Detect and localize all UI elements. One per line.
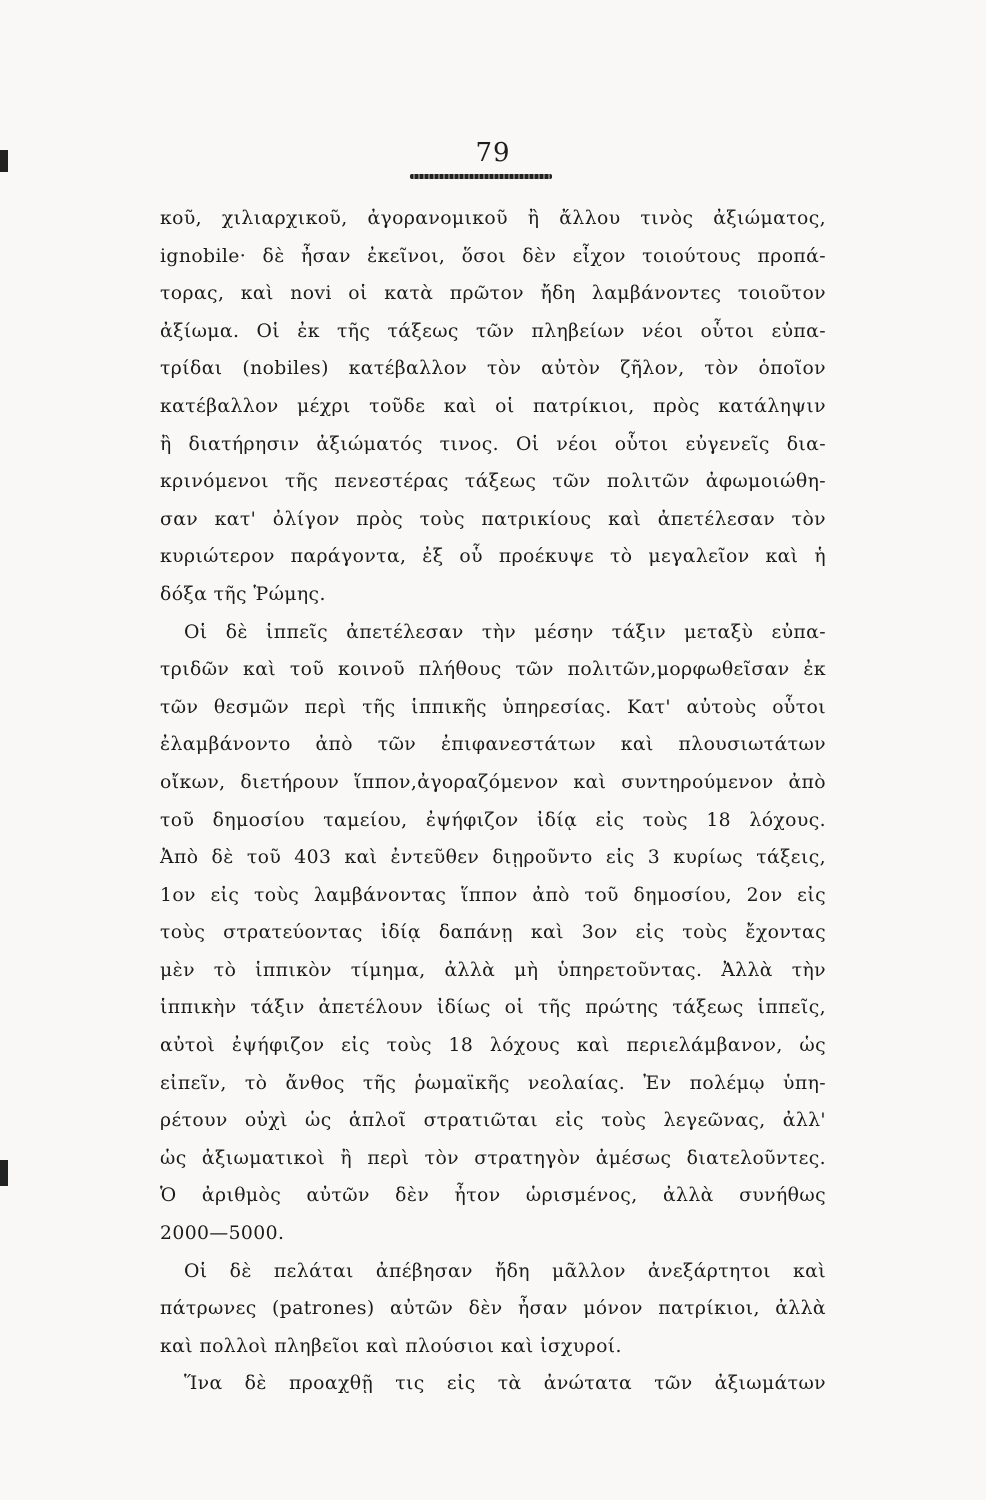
text-line: ἐλαμβάνοντο ἀπὸ τῶν ἐπιφανεστάτων καὶ πλουσιωτάτων [160,734,826,756]
text-line: Ἀπὸ δὲ τοῦ 403 καὶ ἐντεῦθεν διῃροῦντο εἰς 3 κυρίως τάξεις, [160,847,826,869]
text-line: 2000—5000. [160,1223,285,1245]
text-line: τοὺς στρατεύοντας ἰδίᾳ δαπάνῃ καὶ 3ον εἰς τοὺς ἔχοντας [160,922,826,944]
text-line: τριδῶν καὶ τοῦ κοινοῦ πλήθους τῶν πολιτῶν,μορφωθεῖσαν ἐκ [160,659,826,681]
text-line: ἢ διατήρησιν ἀξιώματός τινος. Οἱ νέοι οὗτοι εὐγενεῖς δια- [160,433,826,455]
text-line: κυριώτερον παράγοντα, ἐξ οὗ προέκυψε τὸ μεγαλεῖον καὶ ἡ [160,546,826,568]
page-number: 79 [475,138,511,168]
text-line: τῶν θεσμῶν περὶ τῆς ἱππικῆς ὑπηρεσίας. Κατ' αὐτοὺς οὗτοι [160,696,826,718]
text-line: Ὁ ἀριθμὸς αὐτῶν δὲν ἦτον ὡρισμένος, ἀλλὰ συνήθως [160,1185,826,1207]
text-line: εἰπεῖν, τὸ ἄνθος τῆς ῥωμαϊκῆς νεολαίας. Ἐν πολέμῳ ὑπη- [160,1072,826,1094]
text-line: αὐτοὶ ἐψήφιζον εἰς τοὺς 18 λόχους καὶ περιελάμβανον, ὡς [160,1035,826,1057]
text-line: ἱππικὴν τάξιν ἀπετέλουν ἰδίως οἱ τῆς πρώτης τάξεως ἱππεῖς, [160,997,826,1019]
text-line: ρέτουν οὐχὶ ὡς ἁπλοῖ στρατιῶται εἰς τοὺς λεγεῶνας, ἀλλ' [160,1110,826,1132]
paragraph-first-line: Ἵνα δὲ προαχθῇ τις εἰς τὰ ἀνώτατα τῶν ἀξιωμάτων [184,1373,826,1395]
text-line: ὡς ἀξιωματικοὶ ἢ περὶ τὸν στρατηγὸν ἀμέσως διατελοῦντες. [160,1147,826,1169]
text-line: ἀξίωμα. Οἱ ἐκ τῆς τάξεως τῶν πληβείων νέοι οὗτοι εὐπα- [160,320,826,342]
text-line: δόξα τῆς Ῥώμης. [160,583,326,605]
scan-edge-mark [0,1160,8,1186]
paragraph-first-line: Οἱ δὲ ἱππεῖς ἀπετέλεσαν τὴν μέσην τάξιν μεταξὺ εὐπα- [184,621,826,643]
text-line: κατέβαλλον μέχρι τοῦδε καὶ οἱ πατρίκιοι, πρὸς κατάληψιν [160,395,826,417]
text-line: ignobile· δὲ ἦσαν ἐκεῖνοι, ὅσοι δὲν εἶχον τοιούτους προπά- [160,245,826,267]
text-line: κρινόμενοι τῆς πενεστέρας τάξεως τῶν πολιτῶν ἀφωμοιώθη- [160,471,826,493]
text-line: τορας, καὶ novi οἱ κατὰ πρῶτον ἤδη λαμβάνοντες τοιοῦτον [160,283,826,305]
text-line: καὶ πολλοὶ πληβεῖοι καὶ πλούσιοι καὶ ἰσχυροί. [160,1335,622,1357]
text-line: μὲν τὸ ἱππικὸν τίμημα, ἀλλὰ μὴ ὑπηρετοῦντας. Ἀλλὰ τὴν [160,959,826,981]
header-ornament-rule [410,174,552,179]
text-line: κοῦ, χιλιαρχικοῦ, ἀγορανομικοῦ ἢ ἄλλου τινὸς ἀξιώματος, [160,208,826,229]
paragraph-first-line: Οἱ δὲ πελάται ἀπέβησαν ἤδη μᾶλλον ἀνεξάρτητοι καὶ [184,1260,826,1282]
text-line: οἴκων, διετήρουν ἵππον,ἀγοραζόμενον καὶ συντηρούμενον ἀπὸ [160,771,826,793]
text-line: πάτρωνες (patrones) αὐτῶν δὲν ἦσαν μόνον πατρίκιοι, ἀλλὰ [160,1298,826,1320]
text-line: σαν κατ' ὀλίγον πρὸς τοὺς πατρικίους καὶ ἀπετέλεσαν τὸν [160,508,826,530]
body-text [160,200,826,1403]
text-line: 1ον εἰς τοὺς λαμβάνοντας ἵππον ἀπὸ τοῦ δημοσίου, 2ον εἰς [160,884,826,906]
text-line: τρίδαι (nobiles) κατέβαλλον τὸν αὐτὸν ζῆλον, τὸν ὁποῖον [160,358,826,380]
text-line: τοῦ δημοσίου ταμείου, ἐψήφιζον ἰδίᾳ εἰς τοὺς 18 λόχους. [160,809,826,831]
